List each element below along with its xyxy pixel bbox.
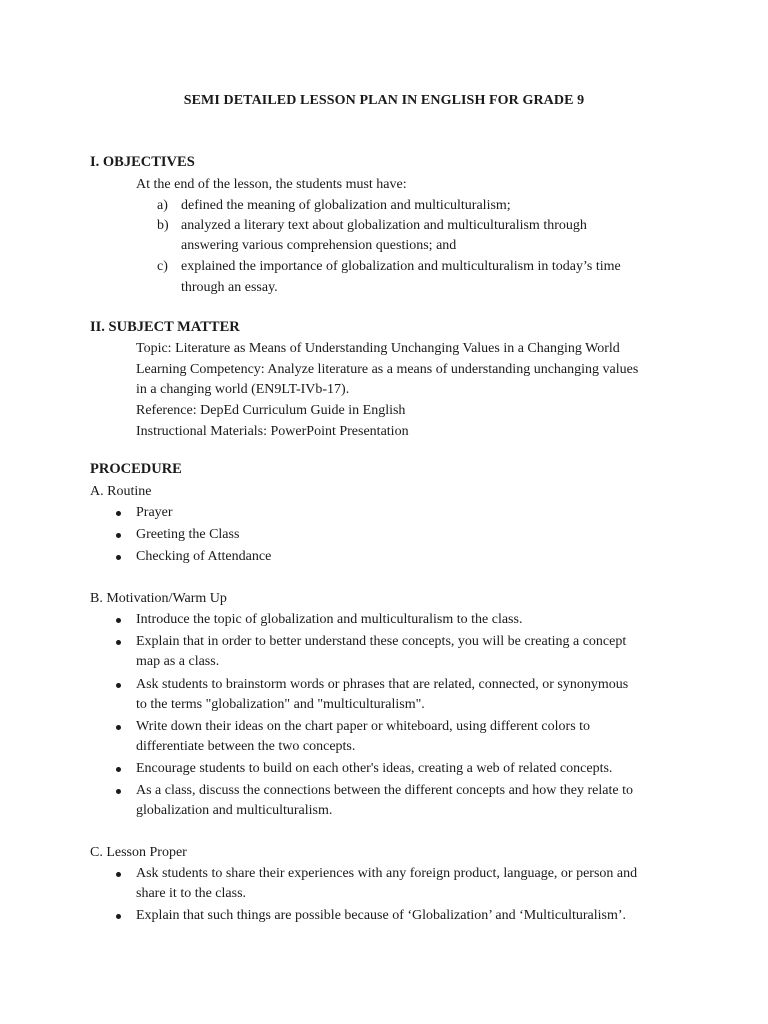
objective-a-line-1: defined the meaning of globalization and multiculturalism; — [181, 198, 511, 213]
routine-item-prayer: Prayer — [136, 505, 173, 520]
lesson-item-1-line-1: Ask students to share their experiences with any foreign product, language, or person and — [136, 866, 638, 881]
bullet-icon — [116, 789, 121, 794]
lesson-item-2-line-1: Explain that such things are possible because of ‘Globalization’ and ‘Multiculturalism’. — [136, 908, 626, 923]
objectives-heading: I. OBJECTIVES — [90, 154, 195, 170]
motivation-item-4-line-1: Write down their ideas on the chart paper or whiteboard, using different colors to — [136, 719, 591, 734]
motivation-item-6-line-2: globalization and multiculturalism. — [136, 803, 333, 818]
objectives-intro: At the end of the lesson, the students must have: — [136, 177, 407, 192]
bullet-icon — [116, 511, 121, 516]
motivation-item-1-line-1: Introduce the topic of globalization and multiculturalism to the class. — [136, 612, 523, 627]
subject-reference: Reference: DepEd Curriculum Guide in English — [136, 403, 406, 418]
objective-marker-b: b) — [157, 218, 169, 233]
subject-topic: Topic: Literature as Means of Understanding Unchanging Values in a Changing World — [136, 341, 620, 356]
objective-marker-c: c) — [157, 259, 168, 274]
procedure-heading: PROCEDURE — [90, 461, 182, 477]
motivation-item-2-line-1: Explain that in order to better understand these concepts, you will be creating a concept — [136, 634, 627, 649]
motivation-item-3-line-2: to the terms "globalization" and "multiculturalism". — [136, 697, 425, 712]
subject-matter-heading: II. SUBJECT MATTER — [90, 319, 240, 335]
motivation-item-4-line-2: differentiate between the two concepts. — [136, 739, 356, 754]
routine-label: A. Routine — [90, 484, 152, 499]
subject-competency-line-2: in a changing world (EN9LT-IVb-17). — [136, 382, 350, 397]
document-title: SEMI DETAILED LESSON PLAN IN ENGLISH FOR GRADE 9 — [183, 93, 585, 108]
subject-competency-line-1: Learning Competency: Analyze literature as a means of understanding unchanging values — [136, 362, 639, 377]
bullet-icon — [116, 618, 121, 623]
motivation-label: B. Motivation/Warm Up — [90, 591, 227, 606]
bullet-icon — [116, 914, 121, 919]
bullet-icon — [116, 683, 121, 688]
objective-c-line-2: through an essay. — [181, 280, 278, 295]
objective-c-line-1: explained the importance of globalization and multiculturalism in today’s time — [181, 259, 621, 274]
subject-materials: Instructional Materials: PowerPoint Presentation — [136, 424, 409, 439]
lesson-item-1-line-2: share it to the class. — [136, 886, 247, 901]
routine-item-greeting: Greeting the Class — [136, 527, 240, 542]
bullet-icon — [116, 640, 121, 645]
motivation-item-6-line-1: As a class, discuss the connections between the different concepts and how they relate to — [136, 783, 633, 798]
bullet-icon — [116, 767, 121, 772]
objective-b-line-1: analyzed a literary text about globalization and multiculturalism through — [181, 218, 587, 233]
lesson-proper-label: C. Lesson Proper — [90, 845, 187, 860]
bullet-icon — [116, 872, 121, 877]
bullet-icon — [116, 555, 121, 560]
motivation-item-5-line-1: Encourage students to build on each other's ideas, creating a web of related concepts. — [136, 761, 613, 776]
motivation-item-2-line-2: map as a class. — [136, 654, 220, 669]
routine-item-attendance: Checking of Attendance — [136, 549, 272, 564]
bullet-icon — [116, 533, 121, 538]
motivation-item-3-line-1: Ask students to brainstorm words or phrases that are related, connected, or synonymous — [136, 677, 629, 692]
bullet-icon — [116, 725, 121, 730]
objective-marker-a: a) — [157, 198, 168, 213]
objective-b-line-2: answering various comprehension questions; and — [181, 238, 457, 253]
